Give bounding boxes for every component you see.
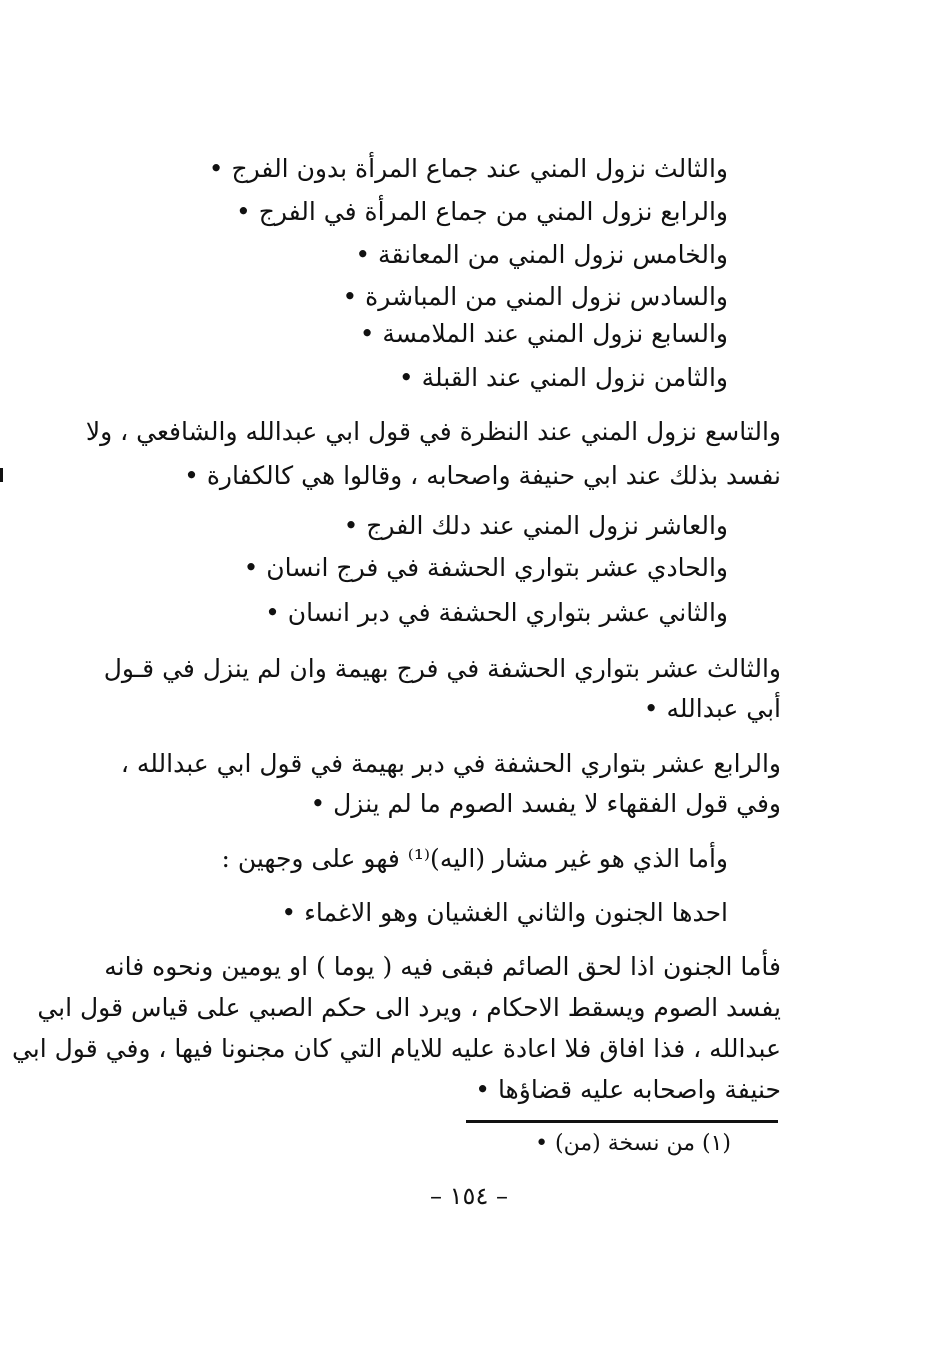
paragraph-ninth (85, 414, 781, 494)
paragraph-madness-line-4: حنيفة واصحابه عليه قضاؤها • (475, 1075, 781, 1104)
paragraph-madness (11, 949, 781, 1108)
footnote: (١) من نسخة (من) • (535, 1131, 731, 1156)
paragraph-fourteenth-line-1: والرابع عشر بتواري الحشفة في دبر بهيمة في قول ابي عبدالله ، (120, 749, 781, 778)
paragraph-fourteenth-line-2: وفي قول الفقهاء لا يفسد الصوم ما لم ينزل • (310, 789, 781, 818)
paragraph-fourteenth (120, 746, 781, 822)
text-line-3: والخامس نزول المني من المعانقة • (355, 240, 728, 269)
paragraph-madness-line-1: فأما الجنون اذا لحق الصائم فبقى فيه ( يوما ) او يومين ونحوه فانه (104, 952, 781, 981)
paragraph-madness-line-3: عبدالله ، فذا افاق فلا اعادة عليه للايام التي كان مجنونا فيها ، وفي قول ابي (11, 1034, 781, 1063)
text-line-1: والثالث نزول المني عند جماع المرأة بدون الفرج • (208, 154, 728, 183)
scan-edge-mark (0, 468, 3, 482)
page-number: – ١٥٤ – (430, 1182, 508, 1210)
text-line-12th: والثاني عشر بتواري الحشفة في دبر انسان • (265, 598, 728, 627)
text-line-5: والسابع نزول المني عند الملامسة • (359, 319, 728, 348)
paragraph-thirteenth (103, 651, 781, 727)
paragraph-thirteenth-line-1: والثالث عشر بتواري الحشفة في فرج بهيمة وان لم ينزل في قـول (103, 654, 781, 683)
paragraph-madness-line-2: يفسد الصوم ويسقط الاحكام ، ويرد الى حكم الصبي على قياس قول ابي (37, 993, 781, 1022)
paragraph-thirteenth-line-2: أبي عبدالله • (643, 694, 781, 723)
footnote-divider (466, 1120, 778, 1123)
text-line-4: والسادس نزول المني من المباشرة • (342, 282, 728, 311)
text-line-two-types: وأما الذي هو غير مشار (اليه)⁽¹⁾ فهو على وجهين : (221, 844, 728, 873)
text-line-2: والرابع نزول المني من جماع المرأة في الفرج • (236, 197, 728, 226)
text-line-6: والثامن نزول المني عند القبلة • (398, 363, 728, 392)
text-line-11th: والحادي عشر بتواري الحشفة في فرج انسان • (243, 553, 728, 582)
text-line-madness-fainting: احدها الجنون والثاني الغشيان وهو الاغماء • (281, 898, 728, 927)
text-line-10th: والعاشر نزول المني عند دلك الفرج • (343, 511, 728, 540)
paragraph-ninth-line-1: والتاسع نزول المني عند النظرة في قول ابي عبدالله والشافعي ، ولا (85, 417, 781, 446)
paragraph-ninth-line-2: نفسد بذلك عند ابي حنيفة واصحابه ، وقالوا هي كالكفارة • (184, 461, 781, 490)
